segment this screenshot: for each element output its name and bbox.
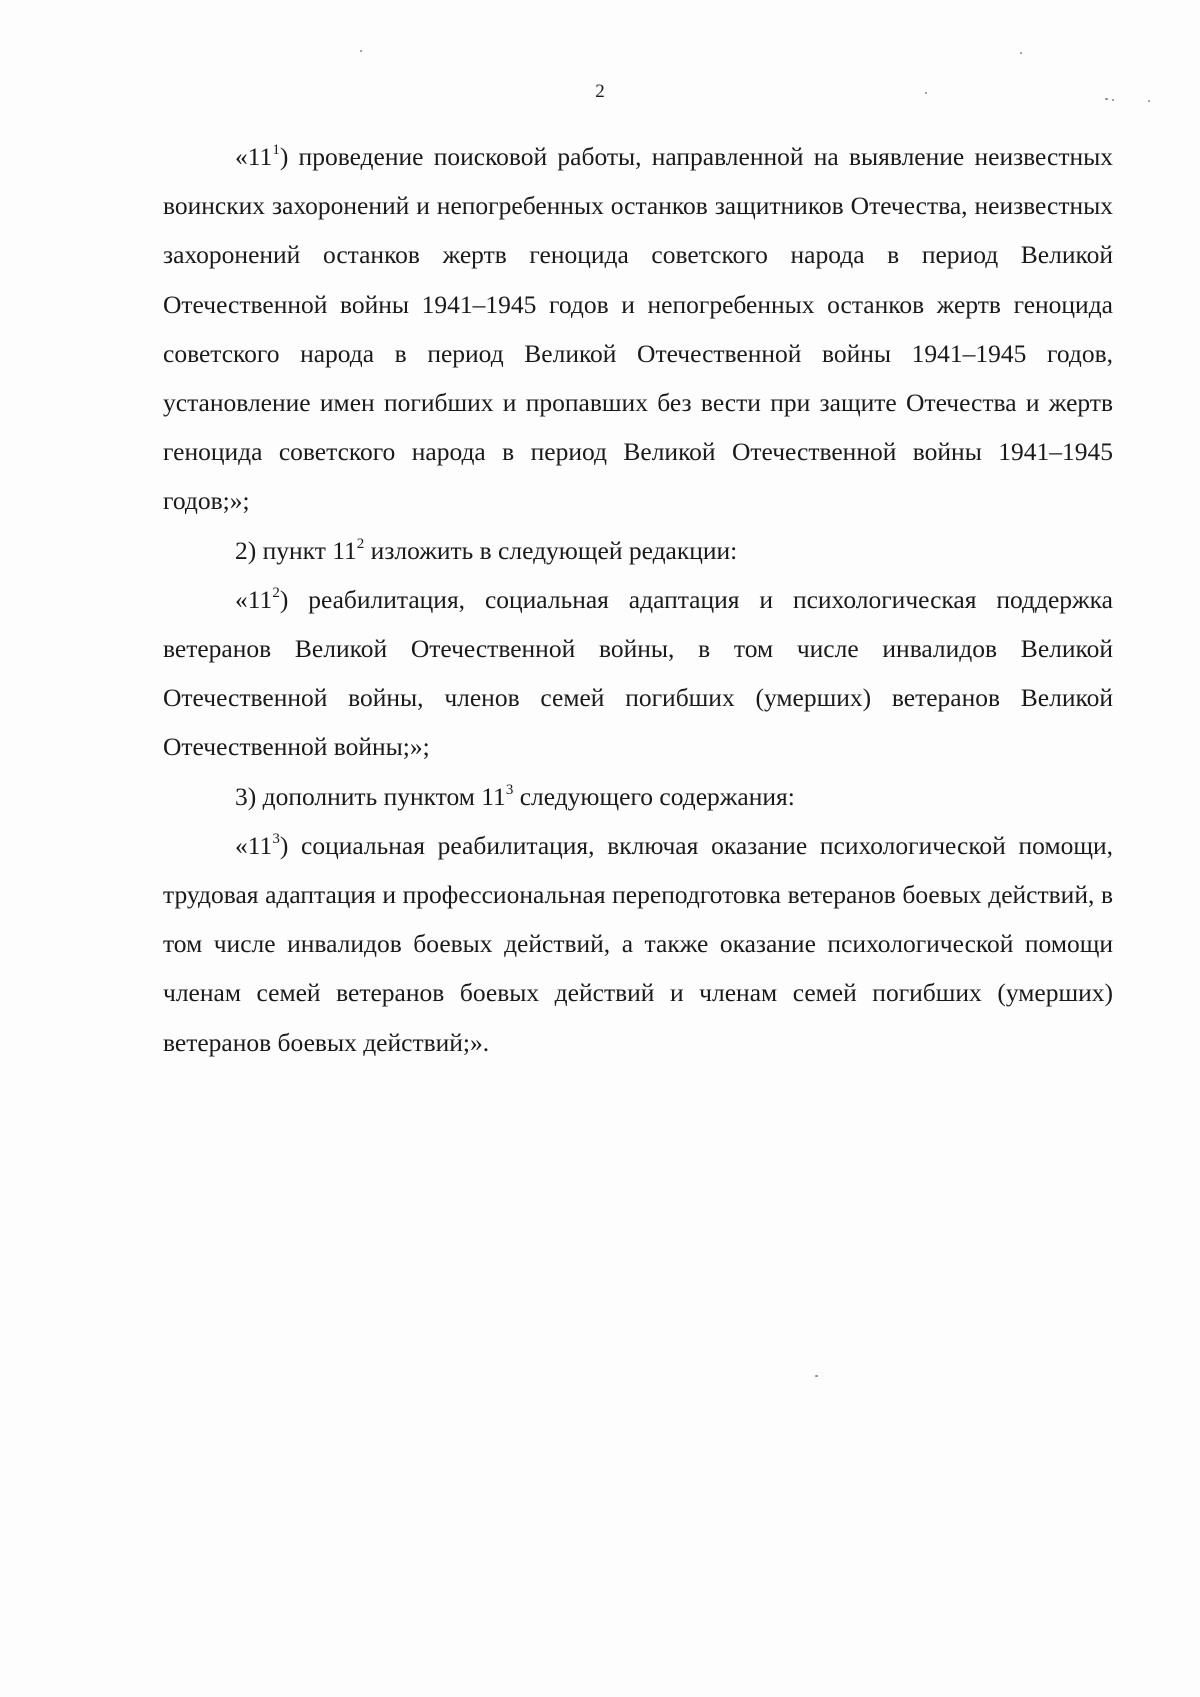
paragraph-text: ) проведение поисковой работы, направленной на выявление неизвестных воинских захоронений и непогребенных останков защитников Отечества, неизвестных захоронений останков жертв геноцида советского народа в период Великой Отечественной войны 1941–1945 годов и непогребенных останков жертв геноцида советского народа в период Великой Отечественной войны 1941–1945 годов, установление имен погибших и пропавших без вести при защите Отечества и жертв геноцида советского народа в период Великой Отечественной войны 1941–1945 годов;»; bbox=[163, 142, 1113, 516]
scan-speck bbox=[815, 1375, 818, 1377]
paragraph-add-item-11-3 bbox=[163, 772, 1113, 821]
paragraph-amend-item-11-2 bbox=[163, 526, 1113, 575]
superscript: 2 bbox=[356, 535, 365, 552]
superscript: 3 bbox=[272, 830, 280, 847]
paragraph-lead: «11 bbox=[235, 830, 273, 860]
paragraph-lead: 2) пункт 11 bbox=[235, 535, 357, 565]
paragraph-text: ) реабилитация, социальная адаптация и психологическая поддержка ветеранов Великой Отечественной войны, в том числе инвалидов Великой Отечественной войны, членов семей погибших (умерших) ветеранов Великой Отечественной войны;»; bbox=[163, 584, 1113, 762]
scan-speck bbox=[1148, 100, 1150, 102]
scan-speck bbox=[360, 50, 362, 52]
superscript: 1 bbox=[272, 141, 280, 158]
document-body bbox=[163, 132, 1113, 1067]
scan-speck bbox=[1112, 99, 1114, 101]
paragraph-item-11-1 bbox=[163, 132, 1113, 526]
paragraph-lead: «11 bbox=[235, 584, 273, 614]
paragraph-item-11-3 bbox=[163, 821, 1113, 1067]
scan-speck bbox=[1105, 98, 1108, 100]
page-number: 2 bbox=[595, 81, 605, 102]
paragraph-item-11-2 bbox=[163, 575, 1113, 772]
paragraph-lead: 3) дополнить пунктом 11 bbox=[235, 781, 506, 811]
scan-speck bbox=[1020, 52, 1022, 54]
paragraph-text: следующего содержания: bbox=[513, 781, 795, 811]
paragraph-text: ) социальная реабилитация, включая оказание психологической помощи, трудовая адаптация и профессиональная переподготовка ветеранов боевых действий, в том числе инвалидов боевых действий, а также оказание психологической помощи членам семей ветеранов боевых действий и членам семей погибших (умерших) ветеранов боевых действий;». bbox=[163, 830, 1113, 1057]
paragraph-text: изложить в следующей редакции: bbox=[364, 535, 738, 565]
superscript: 2 bbox=[272, 584, 280, 601]
superscript: 3 bbox=[505, 781, 514, 798]
paragraph-lead: «11 bbox=[235, 142, 273, 171]
scan-speck bbox=[925, 92, 927, 94]
